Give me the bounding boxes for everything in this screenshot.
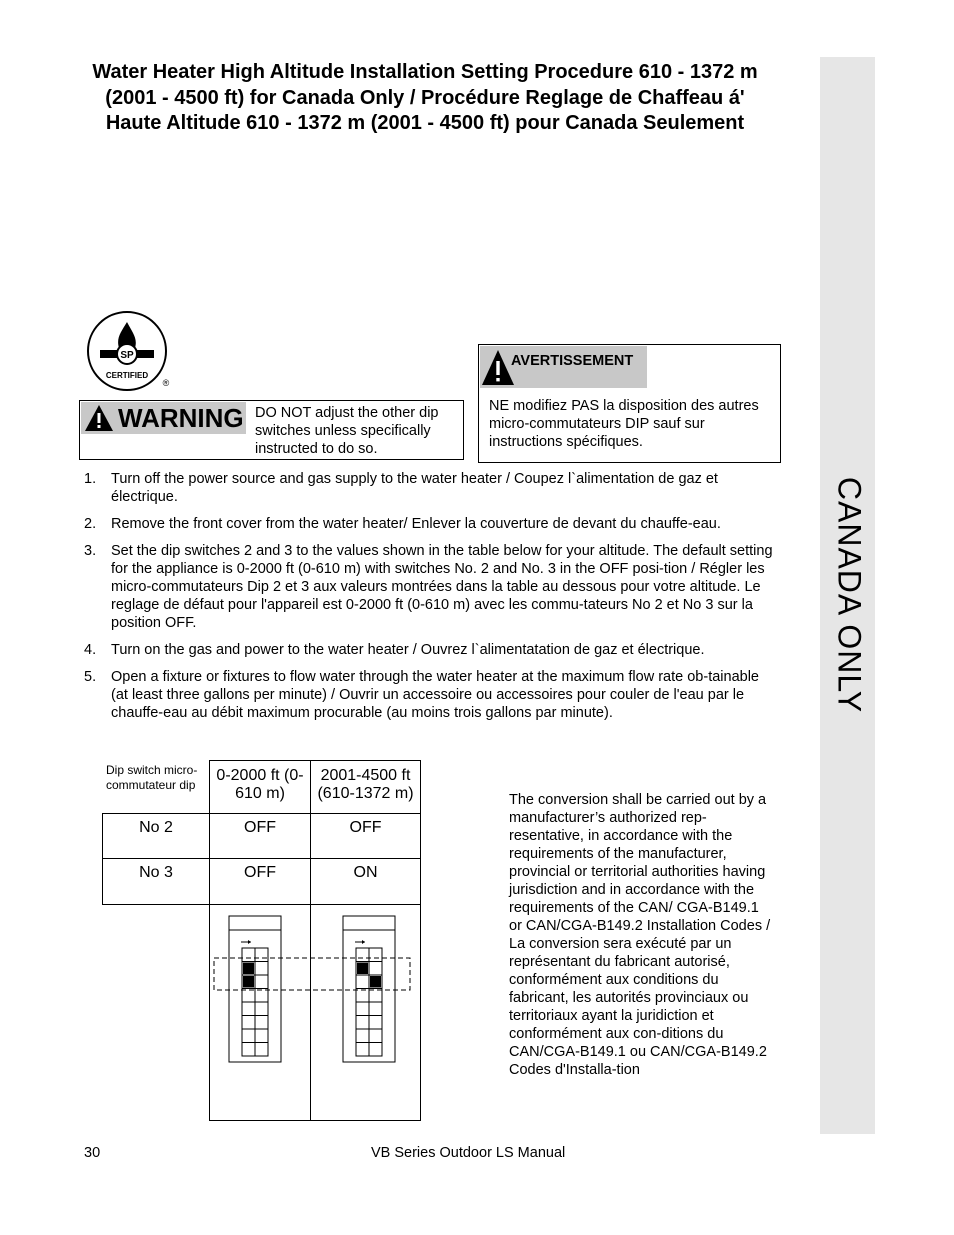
warning-text: DO NOT adjust the other dip switches unless specifically instructed to do so. [255,405,439,457]
list-item: 2. Remove the front cover from the water heater/ Enlever la couverture de devant du chauffe-eau. [84,516,721,532]
avertissement-box [478,344,781,463]
dip-switch-corner-label: Dip switch micro-commutateur dip [106,763,198,792]
conversion-note: The conversion shall be carried out by a manufacturer’s authorized rep-resentative, in accordance with the requirements of the manufacturer, provincial or territorial authorities having jurisdiction and in accordance with the requirements of the CAN/ CGA-B149.1 or CAN/CGA-B149.2 Installation Codes / La conversion sera exécuté par un représentant du fabricant autorisé, conformément aux conditions du fabricant, les autorités provinciaux ou territoriaux ayant la juridiction et conformément aux con-ditions du CAN/CGA-B149.1 ou CAN/CGA-B149.2 Codes d'Installa-tion [509,792,771,1078]
table-cell: OFF [209,858,311,905]
dip-switch-diagram [205,910,425,1070]
table-header: 0-2000 ft (0-610 m) [209,760,311,814]
svg-text:CERTIFIED: CERTIFIED [105,371,149,380]
procedure-steps [84,470,778,731]
list-item: 3. Set the dip switches 2 and 3 to the values shown in the table below for your altitude. The default setting for the appliance is 0-2000 ft (0-610 m) with switches No. 2 and No. 3 in the OFF posi-tion / Régler les micro-commutateurs Dip 2 et 3 aux valeurs montrées dans la table au dessous pour votre altitude. Le reglage de défaut pour l'appareil est 0-2000 ft (0-610 m) avec les commu-tateurs No 2 et No 3 sur la position OFF. [84,543,773,631]
page-number: 30 [84,1145,101,1161]
svg-text:®: ® [162,378,170,388]
avertissement-text: NE modifiez PAS la disposition des autres micro-commutateurs DIP sauf sur instructions spécifiques. [489,398,759,450]
csa-certified-logo [86,310,172,392]
warning-box [79,400,464,460]
table-cell: ON [310,858,421,905]
dip-switch-block-low [229,916,281,1062]
canada-only-side-label: CANADA ONLY [831,476,868,714]
list-item: 4. Turn on the gas and power to the water heater / Ouvrez l`alimentatation de gaz et électrique. [84,642,705,658]
warning-label: WARNING [118,402,244,433]
footer-title: VB Series Outdoor LS Manual [371,1145,566,1161]
table-cell: OFF [209,813,311,859]
table-cell: OFF [310,813,421,859]
page-title: Water Heater High Altitude Installation Setting Procedure 610 - 1372 m (2001 - 4500 ft) for Canada Only / Procédure Reglage de Chaffeau á' Haute Altitude 610 - 1372 m (2001 - 4500 ft) pour Canada Seulement [92,61,758,134]
list-item: 5. Open a fixture or fixtures to flow water through the water heater at the maximum flow rate ob-tainable (at least three gallons per minute) / Ouvrir un accessoire ou accessoires pour couler de l'eau par le chauffe-eau au débit maximum procurable (au moins trois gallons par minute). [84,669,759,721]
table-row-label: No 2 [102,813,210,859]
warning-triangle-icon [481,347,515,387]
warning-triangle-icon [84,403,114,433]
dip-switch-block-high [343,916,395,1062]
table-row-label: No 3 [102,858,210,905]
list-item: 1. Turn off the power source and gas supply to the water heater / Coupez l`alimentation de gaz et électrique. [84,471,718,505]
avertissement-label: AVERTISSEMENT [511,353,634,369]
table-header: 2001-4500 ft (610-1372 m) [310,760,421,814]
svg-text:SP: SP [120,350,134,361]
